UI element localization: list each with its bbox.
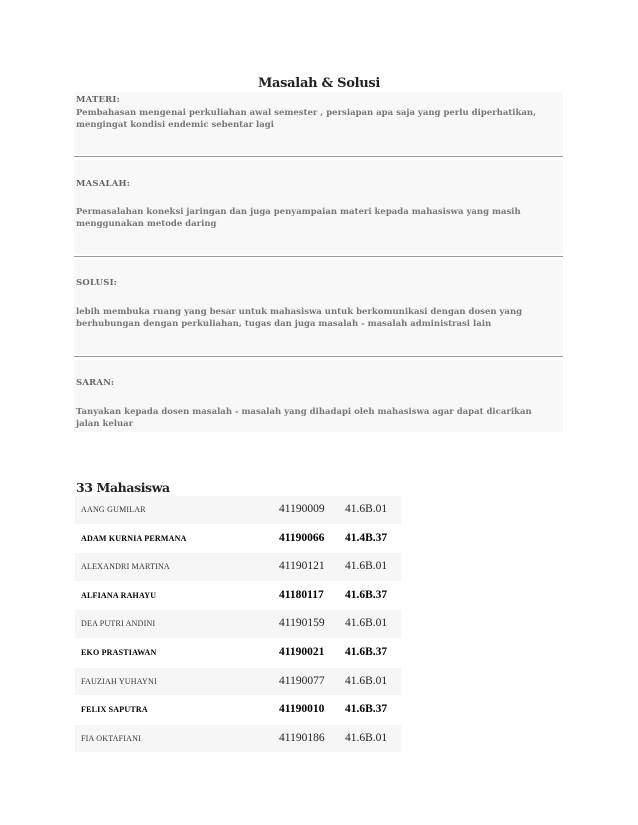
student-name: EKO PRASTIAWAN <box>81 647 157 657</box>
student-name: FELIX SAPUTRA <box>81 705 148 715</box>
student-name: ADAM KURNIA PERMANA <box>81 533 187 543</box>
section-text: lebih membuka ruang yang besar untuk mahasiswa untuk berkomunikasi dengan dosen yang berhubungan dengan perkuliahan, tugas dan juga masalah - masalah administrasi lain <box>76 307 523 329</box>
section-label: SOLUSI: <box>76 278 118 288</box>
student-nim: 41190121 <box>279 560 325 573</box>
student-nim: 41190021 <box>279 645 325 658</box>
student-class: 41.6B.01 <box>345 617 388 630</box>
student-class: 41.6B.37 <box>345 645 388 658</box>
student-name: ALEXANDRI MARTINA <box>81 562 170 572</box>
student-nim: 41180117 <box>279 588 324 601</box>
student-name: FAUZIAH YUHAYNI <box>81 676 157 686</box>
student-class: 41.4B.37 <box>345 531 388 544</box>
section-saran <box>74 360 563 432</box>
section-label: MATERI: <box>76 95 120 105</box>
student-name: FIA OKTAFIANI <box>81 733 141 743</box>
section-text: Pembahasan mengenai perkuliahan awal semester , persiapan apa saja yang perlu diperhatikan, mengingat kondisi endemic sebentar lagi <box>76 108 537 130</box>
table-row <box>75 553 401 582</box>
student-name: DEA PUTRI ANDINI <box>81 619 156 629</box>
page-title: Masalah & Solusi <box>257 76 381 91</box>
divider <box>74 156 563 157</box>
section-text: Tanyakan kepada dosen masalah - masalah yang dihadapi oleh mahasiswa agar dapat dicarikan jalan keluar <box>76 407 532 429</box>
table-row <box>75 610 401 639</box>
student-nim: 41190009 <box>279 503 325 515</box>
student-nim: 41190010 <box>279 703 325 716</box>
student-class: 41.6B.37 <box>345 703 388 716</box>
section-solusi <box>74 260 563 354</box>
divider <box>74 256 563 257</box>
student-class: 41.6B.37 <box>345 588 388 601</box>
student-class: 41.6B.01 <box>345 503 388 515</box>
student-class: 41.6B.01 <box>345 731 388 744</box>
section-label: SARAN: <box>76 378 115 388</box>
table-row <box>75 496 401 525</box>
section-materi <box>74 92 563 154</box>
table-row <box>75 639 401 668</box>
student-class: 41.6B.01 <box>345 674 388 687</box>
student-name: ALFIANA RAHAYU <box>81 590 157 600</box>
table-row <box>75 725 401 754</box>
section-masalah <box>74 160 563 254</box>
student-class: 41.6B.01 <box>345 560 388 573</box>
student-name: AANG GUMILAR <box>81 505 146 514</box>
divider <box>74 356 563 357</box>
student-nim: 41190066 <box>279 531 325 544</box>
student-nim: 41190186 <box>279 731 325 744</box>
section-label: MASALAH: <box>76 179 131 189</box>
table-row <box>75 582 401 611</box>
table-row <box>75 668 401 697</box>
student-nim: 41190159 <box>279 617 325 630</box>
table-row <box>75 696 401 725</box>
student-nim: 41190077 <box>279 674 325 687</box>
section-text: Permasalahan koneksi jaringan dan juga penyampaian materi kepada mahasiswa yang masih menggunakan metode daring <box>76 207 521 229</box>
table-row <box>75 525 401 554</box>
students-heading: 33 Mahasiswa <box>76 480 170 495</box>
students-table <box>75 496 401 753</box>
